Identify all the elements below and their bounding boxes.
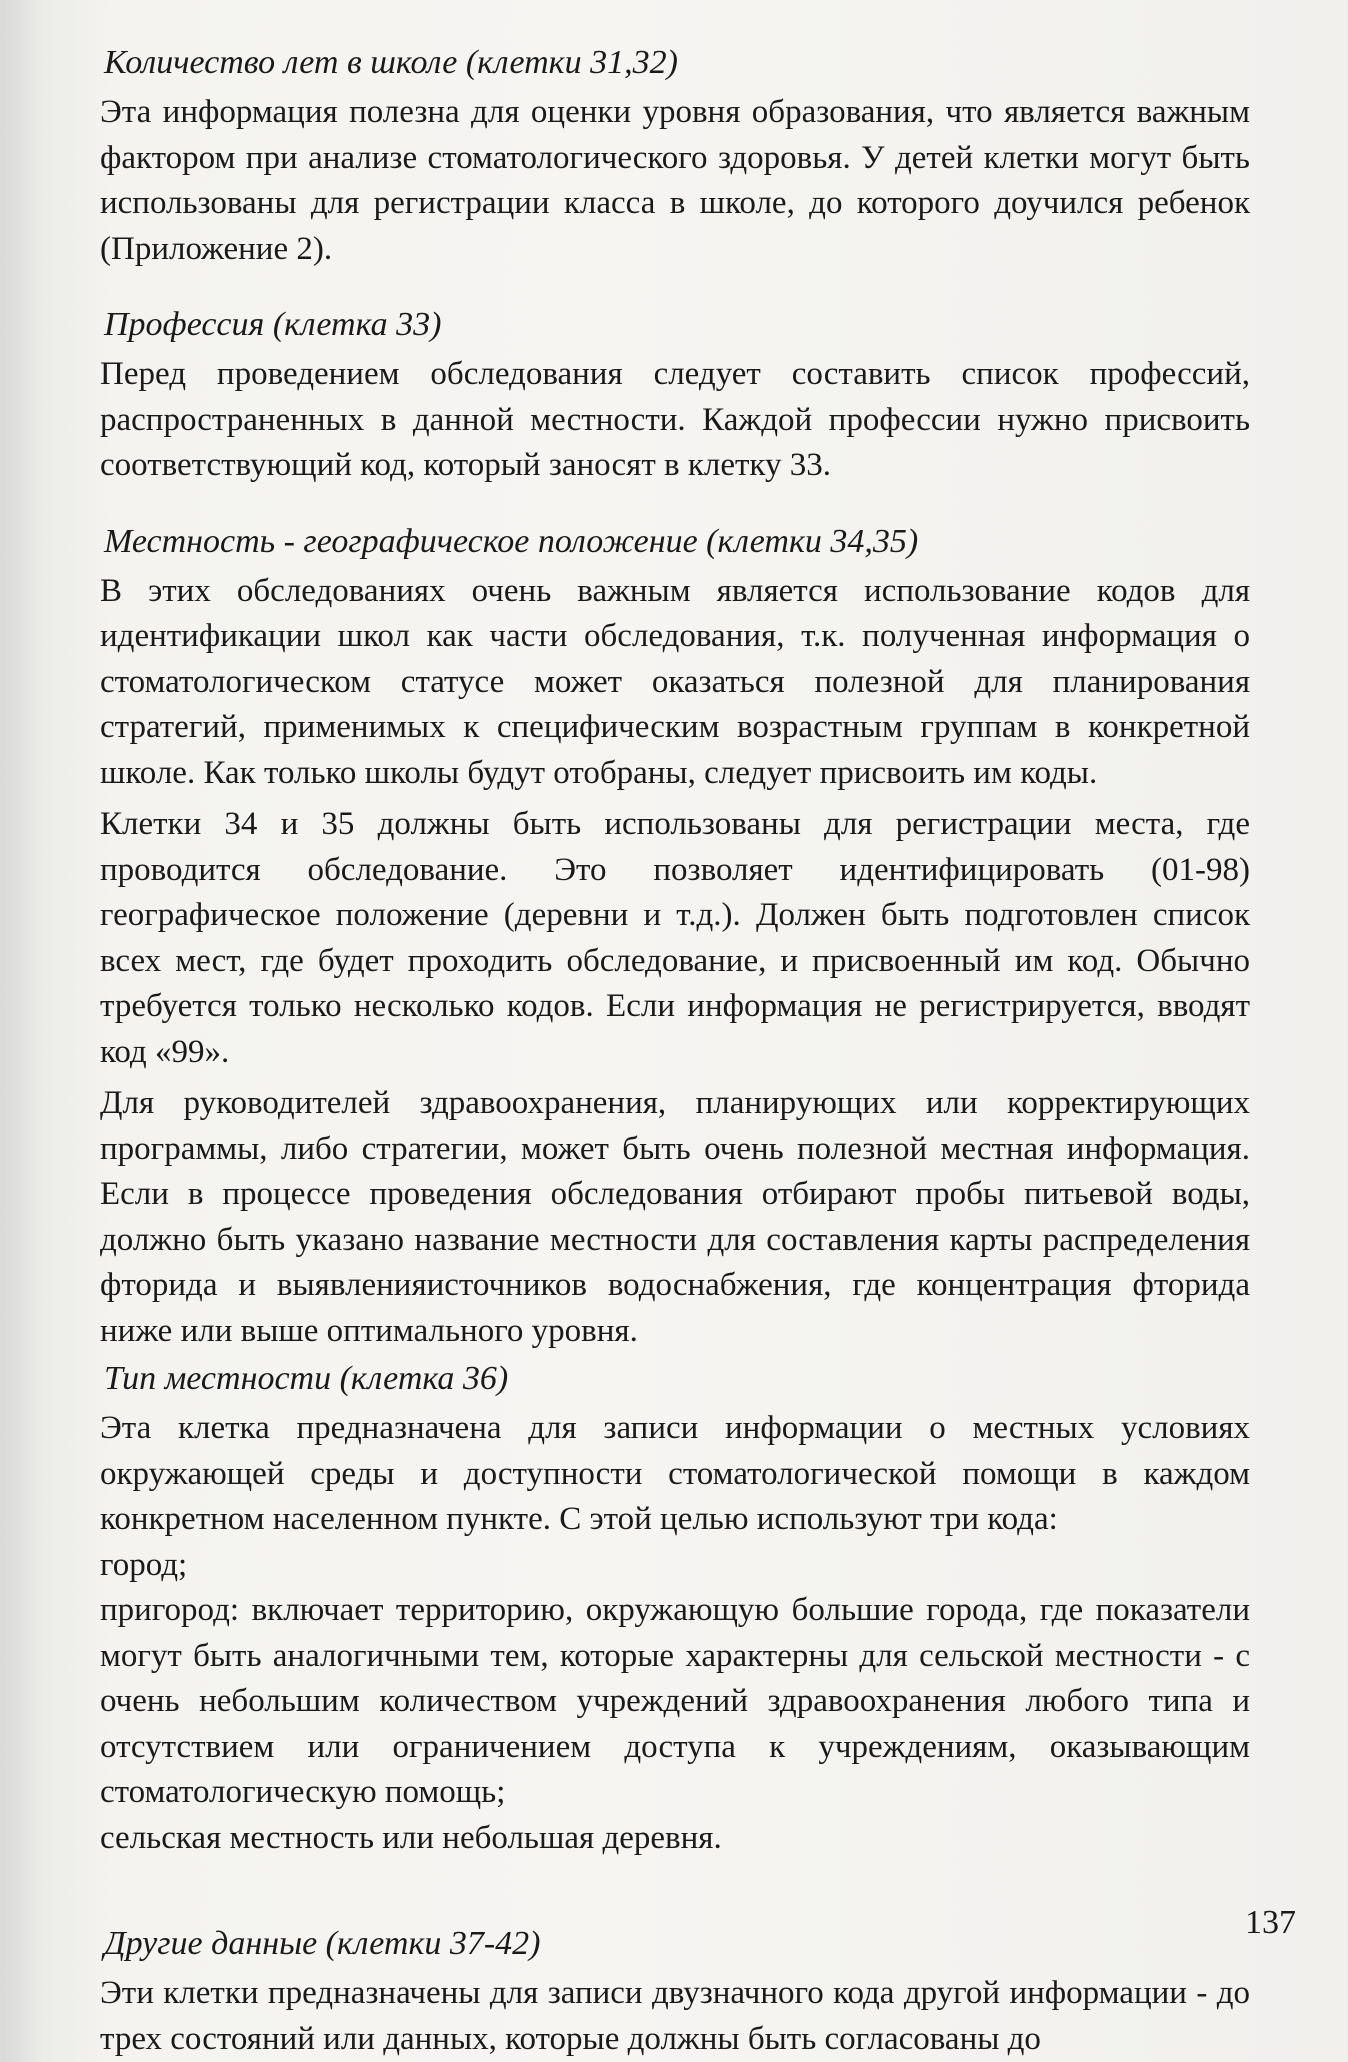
page-body	[100, 40, 1250, 2062]
list-item: город;	[100, 1546, 188, 1583]
list-item: сельская местность или небольшая деревня.	[100, 1819, 722, 1856]
section-heading: Тип местности (клетка 36)	[104, 1360, 509, 1397]
page-number: 137	[1245, 1904, 1296, 1941]
list-item: пригород: включает территорию, окружающую большие города, где показатели могут быть аналогичными тем, которые характерны для сельской местности - с очень небольшим количеством учреждений здравоохранения любого типа и отсутствием или ограничением доступа к учреждениям, оказывающим стоматологическую помощь;	[100, 1592, 1250, 1810]
paragraph: Перед проведением обследования следует составить список профессий, распространенных в данной местности. Каждой профессии нужно присвоить соответствующий код, который заносят в клетку 33.	[100, 356, 1250, 483]
section-location	[100, 519, 1250, 1355]
paragraph: Для руководителей здравоохранения, планирующих или корректирующих программы, либо стратегии, может быть очень полезной местная информация. Если в процессе проведения обследования отбирают пробы питьевой воды, должно быть указано название местности для составления карты распределения фторида и выявленияисточников водоснабжения, где концентрация фторида ниже или выше оптимального уровня.	[100, 1085, 1250, 1349]
paragraph: Клетки 34 и 35 должны быть использованы для регистрации места, где проводится обследование. Это позволяет идентифицировать (01-98) географическое положение (деревни и т.д.). Должен быть подготовлен список всех мест, где будет проходить обследование, и присвоенный им код. Обычно требуется только несколько кодов. Если информация не регистрируется, вводят код «99».	[100, 806, 1250, 1070]
section-heading: Профессия (клетка 33)	[104, 306, 442, 343]
paragraph: Эти клетки предназначены для записи двузначного кода другой информации - до трех состояний или данных, которые должны быть согласованы до	[100, 1975, 1250, 2057]
paragraph: В этих обследованиях очень важным является использование кодов для идентификации школ как части обследования, т.к. полученная информация о стоматологическом статусе может оказаться полезной для планирования стратегий, применимых к специфическим возрастным группам в конкретной школе. Как только школы будут отобраны, следует присвоить им коды.	[100, 572, 1250, 791]
section-profession	[100, 302, 1250, 489]
paragraph: Эта клетка предназначена для записи информации о местных условиях окружающей среды и доступности стоматологической помощи в каждом конкретном населенном пункте. С этой целью используют три кода:	[100, 1410, 1250, 1537]
section-years-in-school	[100, 40, 1250, 272]
section-other-data	[100, 1921, 1250, 2062]
section-heading: Другие данные (клетки 37-42)	[104, 1925, 541, 1962]
section-locality-type	[100, 1356, 1250, 1861]
section-heading: Количество лет в школе (клетки 31,32)	[104, 44, 678, 81]
section-heading: Местность - географическое положение (клетки 34,35)	[104, 522, 919, 560]
paragraph: Эта информация полезна для оценки уровня образования, что является важным фактором при анализе стоматологического здоровья. У детей клетки могут быть использованы для регистрации класса в школе, до которого доучился ребенок (Приложение 2).	[100, 94, 1250, 267]
